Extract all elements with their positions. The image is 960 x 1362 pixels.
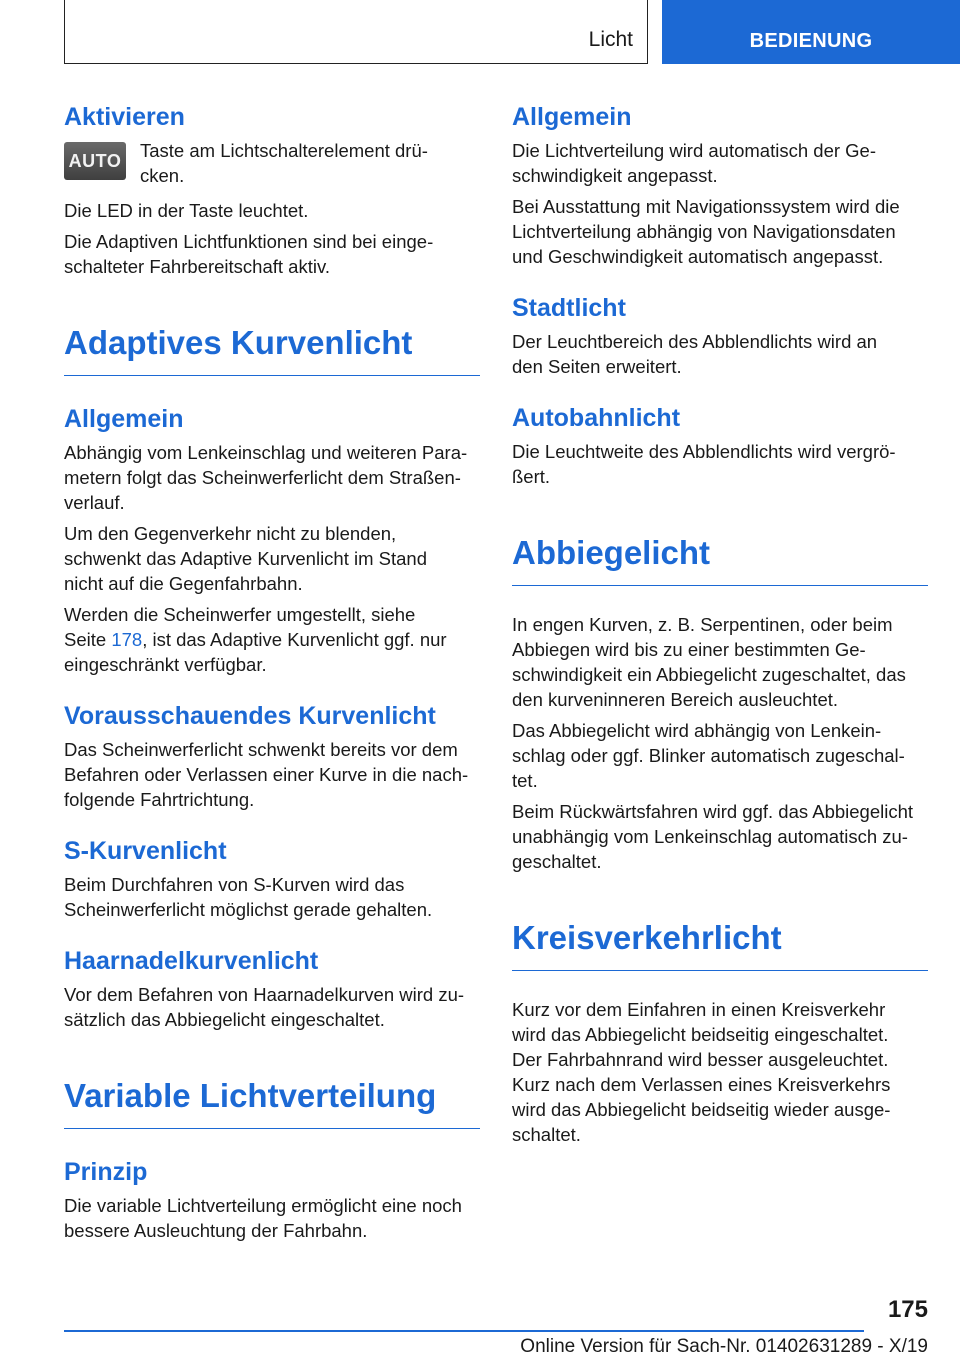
auto-button-icon: AUTO xyxy=(64,142,126,180)
heading-abbiegelicht: Abbiegelicht xyxy=(512,531,928,586)
header-chapter-box xyxy=(662,0,960,64)
aktivieren-p1: Die LED in der Taste leuchtet. xyxy=(64,200,309,221)
footer-divider xyxy=(64,1330,864,1332)
heading-kreisverkehrlicht: Kreisverkehrlicht xyxy=(512,916,928,971)
allgemein-left-p1: Abhängig vom Lenkeinschlag und weiteren Para- metern folgt das Scheinwerferlicht dem Straßen- verlauf. xyxy=(64,442,468,513)
allgemein-right-p2: Bei Ausstattung mit Navigationssystem wird die Lichtverteilung abhängig von Navigationsdaten und Geschwindigkeit automatisch angepasst. xyxy=(512,196,900,267)
heading-haarnadel: Haarnadelkurvenlicht xyxy=(64,947,319,975)
allgemein-right-p1: Die Lichtverteilung wird automatisch der Ge- schwindigkeit angepasst. xyxy=(512,140,876,186)
abbiegelicht-p2: Das Abbiegelicht wird abhängig von Lenkein- schlag oder ggf. Blinker automatisch zugeschal- tet. xyxy=(512,720,905,791)
auto-button-row xyxy=(64,138,480,188)
footer-version-text: Online Version für Sach-Nr. 01402631289 - X/19 xyxy=(520,1336,928,1357)
prinzip-p: Die variable Lichtverteilung ermöglicht eine noch bessere Ausleuchtung der Fahrbahn. xyxy=(64,1195,462,1241)
abbiegelicht-p1: In engen Kurven, z. B. Serpentinen, oder beim Abbiegen wird bis zu einer bestimmten Ge- schwindigkeit ein Abbiegelicht zugeschaltet, das den kurveninneren Bereich ausleuchtet. xyxy=(512,614,906,710)
haarnadel-p: Vor dem Befahren von Haarnadelkurven wird zu- sätzlich das Abbiegelicht eingeschaltet. xyxy=(64,984,465,1030)
heading-stadtlicht: Stadtlicht xyxy=(512,294,626,322)
heading-allgemein-left: Allgemein xyxy=(64,405,184,433)
allgemein-left-p2: Um den Gegenverkehr nicht zu blenden, schwenkt das Adaptive Kurvenlicht im Stand nicht auf die Gegenfahrbahn. xyxy=(64,523,427,594)
heading-aktivieren: Aktivieren xyxy=(64,103,185,131)
s-kurvenlicht-p: Beim Durchfahren von S-Kurven wird das Scheinwerferlicht möglichst gerade gehalten. xyxy=(64,874,433,920)
heading-s-kurvenlicht: S-Kurvenlicht xyxy=(64,837,227,865)
allgemein-left-p3-b: , ist das Adaptive Kurvenlicht ggf. nur eingeschränkt verfügbar. xyxy=(64,629,447,675)
kreisverkehrlicht-p: Kurz vor dem Einfahren in einen Kreisverkehr wird das Abbiegelicht beidseitig eingeschaltet. Der Fahrbahnrand wird besser ausgeleuchtet. Kurz nach dem Verlassen eines Kreisverkehrs wird das Abbiegelicht beidseitig wieder ausge- schaltet. xyxy=(512,999,891,1145)
right-column xyxy=(512,100,928,1153)
heading-adaptives-kurvenlicht: Adaptives Kurvenlicht xyxy=(64,321,480,376)
header-section-label: Licht xyxy=(588,28,633,51)
heading-vorausschauend: Vorausschauendes Kurvenlicht xyxy=(64,702,436,730)
heading-autobahnlicht: Autobahnlicht xyxy=(512,404,681,432)
header-chapter-label: BEDIENUNG xyxy=(749,30,873,52)
aktivieren-intro: Taste am Lichtschalterelement drü- cken. xyxy=(140,140,428,186)
allgemein-left-p3-a: Werden die Scheinwerfer umgestellt, siehe Seite xyxy=(64,604,416,650)
stadtlicht-p: Der Leuchtbereich des Abblendlichts wird an den Seiten erweitert. xyxy=(512,331,878,377)
page-number: 175 xyxy=(887,1296,928,1323)
page-link-178[interactable]: 178 xyxy=(111,629,143,650)
allgemein-left-p3 xyxy=(64,602,480,677)
vorausschauend-p: Das Scheinwerferlicht schwenkt bereits vor dem Befahren oder Verlassen einer Kurve in die nach- folgende Fahrtrichtung. xyxy=(64,739,469,810)
heading-allgemein-right: Allgemein xyxy=(512,103,632,131)
aktivieren-p2: Die Adaptiven Lichtfunktionen sind bei einge- schalteter Fahrbereitschaft aktiv. xyxy=(64,231,434,277)
abbiegelicht-p3: Beim Rückwärtsfahren wird ggf. das Abbiegelicht unabhängig vom Lenkeinschlag automatisch zu- geschaltet. xyxy=(512,801,914,872)
heading-variable-lichtverteilung: Variable Lichtverteilung xyxy=(64,1074,480,1129)
header-section-box xyxy=(64,0,648,64)
heading-prinzip: Prinzip xyxy=(64,1158,148,1186)
left-column xyxy=(64,100,480,1249)
autobahnlicht-p: Die Leuchtweite des Abblendlichts wird vergrö- ßert. xyxy=(512,441,896,487)
